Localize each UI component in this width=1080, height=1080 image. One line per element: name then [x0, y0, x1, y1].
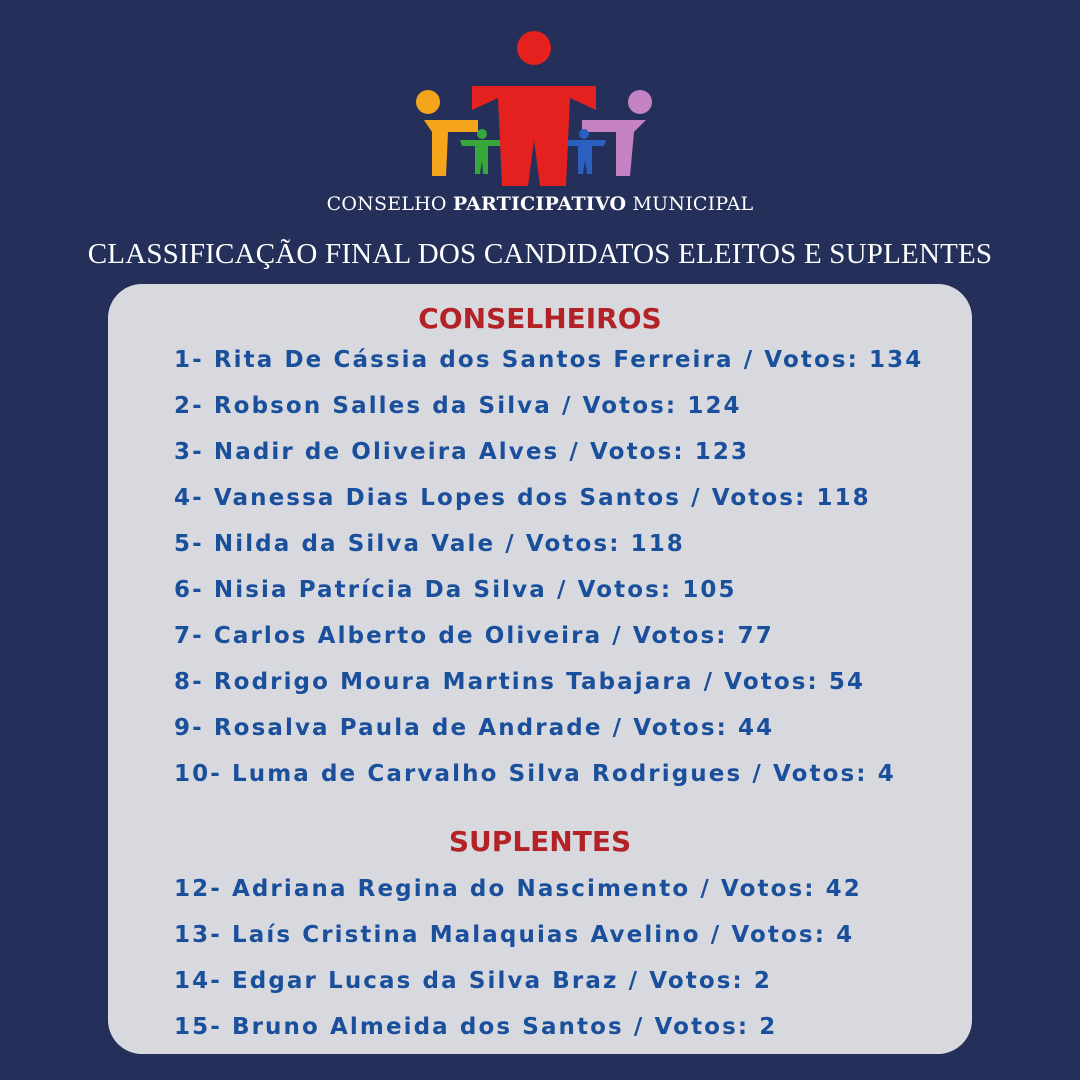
list-item: 14- Edgar Lucas da Silva Braz / Votos: 2 [174, 968, 773, 994]
org-name-suffix: MUNICIPAL [632, 193, 754, 215]
list-item: 4- Vanessa Dias Lopes dos Santos / Votos: 118 [174, 485, 871, 511]
page-title: CLASSIFICAÇÃO FINAL DOS CANDIDATOS ELEITOS E SUPLENTES [87, 238, 993, 270]
list-item: 7- Carlos Alberto de Oliveira / Votos: 77 [174, 623, 774, 649]
org-name [0, 193, 1080, 215]
family-figures-icon [412, 28, 652, 188]
org-name-highlight: PARTICIPATIVO [452, 193, 627, 215]
list-item: 2- Robson Salles da Silva / Votos: 124 [174, 393, 742, 419]
results-card [108, 284, 972, 1054]
section-title-suplentes: SUPLENTES [448, 825, 632, 858]
org-name-prefix: CONSELHO [326, 193, 447, 215]
list-item: 1- Rita De Cássia dos Santos Ferreira / Votos: 134 [174, 347, 924, 373]
list-item: 6- Nisia Patrícia Da Silva / Votos: 105 [174, 577, 737, 603]
list-item: 10- Luma de Carvalho Silva Rodrigues / Votos: 4 [174, 761, 896, 787]
list-item: 9- Rosalva Paula de Andrade / Votos: 44 [174, 715, 775, 741]
list-item: 13- Laís Cristina Malaquias Avelino / Votos: 4 [174, 922, 855, 948]
list-item: 3- Nadir de Oliveira Alves / Votos: 123 [174, 439, 750, 465]
list-item: 8- Rodrigo Moura Martins Tabajara / Votos: 54 [174, 669, 866, 695]
list-item: 5- Nilda da Silva Vale / Votos: 118 [174, 531, 685, 557]
list-item: 15- Bruno Almeida dos Santos / Votos: 2 [174, 1014, 778, 1040]
section-title-conselheiros: CONSELHEIROS [418, 302, 662, 335]
list-item: 12- Adriana Regina do Nascimento / Votos: 42 [174, 876, 862, 902]
